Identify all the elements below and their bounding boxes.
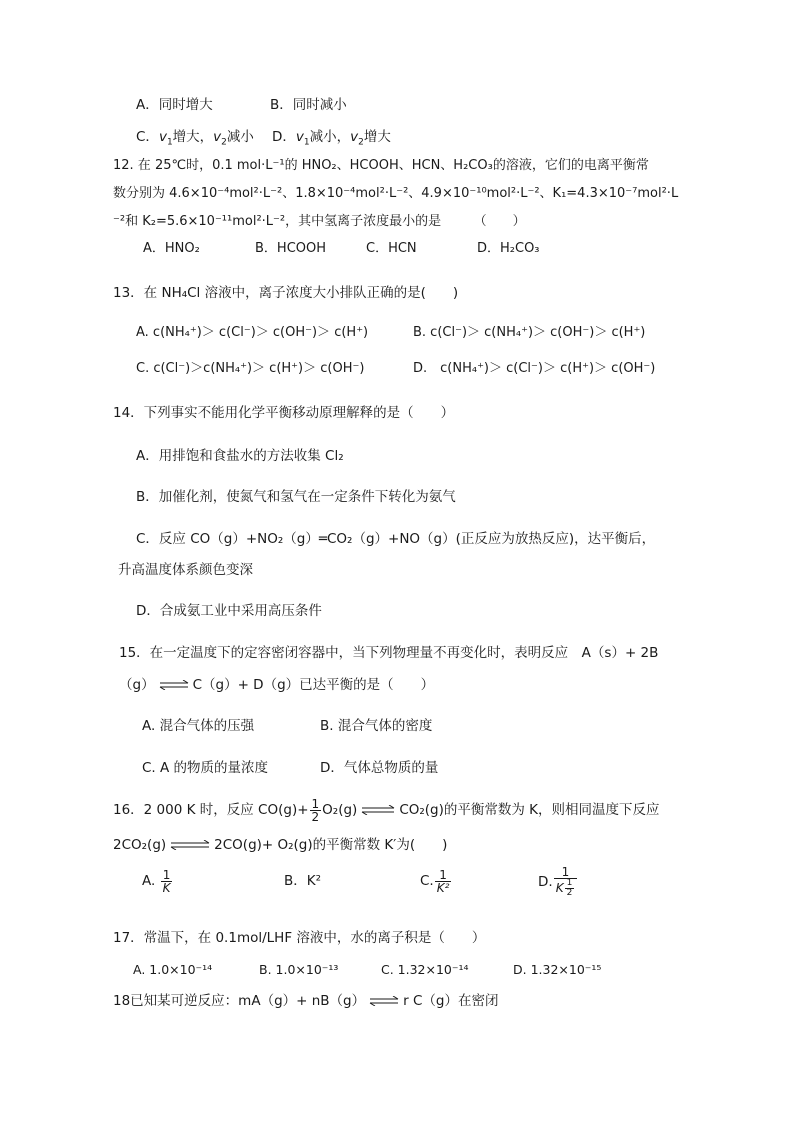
q13-option-c: C. c(Cl⁻)＞c(NH₄⁺)＞ c(H⁺)＞ c(OH⁻) [136, 361, 365, 376]
q16-option-d: D. 1 K $\frac{1}{2}$ [538, 866, 578, 898]
q12-stem-line2: 数分别为 4.6×10⁻⁴mol²·L⁻²、1.8×10⁻⁴mol²·L⁻²、4.9×10⁻¹⁰mol²·L⁻²、K₁=4.3×10⁻⁷mol²·L [113, 186, 679, 201]
q12-option-b: B．HCOOH [255, 241, 327, 256]
q17-option-b: B. 1.0×10⁻¹³ [259, 962, 339, 977]
q11-option-a: A．同时增大 [136, 97, 213, 113]
q16-option-c: C. $\frac{1}{\text{K²}}$ [420, 867, 450, 895]
q11-option-c: C．$v_1$增大，$v_2$减小 [136, 129, 254, 148]
q13-option-a: A. c(NH₄⁺)＞ c(Cl⁻)＞ c(OH⁻)＞ c(H⁺) [136, 325, 369, 340]
q14-stem: 14．下列事实不能用化学平衡移动原理解释的是（ ） [113, 405, 455, 421]
q13-stem: 13．在 NH₄Cl 溶液中，离子浓度大小排队正确的是( ) [113, 285, 459, 301]
q16-option-a: A. $\frac{1}{K}$ [142, 867, 171, 895]
q13-option-d: D. c(NH₄⁺)＞ c(Cl⁻)＞ c(H⁺)＞ c(OH⁻) [413, 361, 656, 376]
q14-option-c-line1: C．反应 CO（g）+NO₂（g）═CO₂（g）+NO（g）(正反应为放热反应)，达平衡后， [136, 531, 656, 547]
q15-option-d: D．气体总物质的量 [320, 760, 439, 776]
q12-option-c: C．HCN [366, 241, 417, 256]
q17-option-c: C. 1.32×10⁻¹⁴ [381, 962, 469, 977]
q11-option-b: B．同时减小 [270, 97, 347, 113]
q15-stem-line1: 15．在一定温度下的定容密闭容器中，当下列物理量不再变化时，表明反应 A（s）+ 2B [119, 645, 659, 661]
q12-stem-line3: ⁻²和 K₂=5.6×10⁻¹¹mol²·L⁻²，其中氢离子浓度最小的是 （ ） [113, 214, 526, 229]
equilibrium-arrow-icon [369, 996, 399, 1006]
equilibrium-arrow-icon [361, 805, 395, 815]
q16-option-b: B．K² [284, 873, 322, 889]
q17-option-a: A. 1.0×10⁻¹⁴ [133, 962, 213, 977]
q12-option-a: A．HNO₂ [143, 241, 200, 256]
q15-option-c: C. A 的物质的量浓度 [142, 760, 269, 776]
q18-stem: 18已知某可逆反应：mA（g）+ nB（g） r C（g）在密闭 [113, 993, 499, 1009]
q12-option-d: D．H₂CO₃ [477, 241, 540, 256]
q14-option-a: A．用排饱和食盐水的方法收集 Cl₂ [136, 448, 344, 464]
q15-option-a: A. 混合气体的压强 [142, 718, 255, 734]
q14-option-b: B．加催化剂，使氮气和氢气在一定条件下转化为氨气 [136, 489, 456, 505]
q11-option-d: D．$v_1$减小，$v_2$增大 [272, 129, 391, 148]
q17-stem: 17．常温下，在 0.1mol/LHF 溶液中，水的离子积是（ ） [113, 930, 486, 946]
q16-stem-line2: 2CO₂(g) 2CO(g)+ O₂(g)的平衡常数 K′为( ) [113, 837, 448, 853]
q16-stem-line1: 16．2 000 K 时，反应 CO(g)+ $\frac{1}{2}$ O₂(g) CO₂(g)的平衡常数为 K，则相同温度下反应 [113, 796, 660, 824]
half-fraction: $\frac{1}{2}$ [311, 796, 320, 824]
q15-stem-line2: （g） C（g）+ D（g）已达平衡的是（ ） [119, 677, 435, 693]
q14-option-c-line2: 升高温度体系颜色变深 [118, 562, 253, 578]
equilibrium-arrow-icon [170, 840, 210, 850]
q12-stem-line1: 12. 在 25℃时，0.1 mol·L⁻¹的 HNO₂、HCOOH、HCN、H₂CO₃的溶液，它们的电离平衡常 [113, 158, 649, 173]
equilibrium-arrow-icon [159, 680, 189, 690]
q13-option-b: B. c(Cl⁻)＞ c(NH₄⁺)＞ c(OH⁻)＞ c(H⁺) [413, 325, 646, 340]
q15-option-b: B. 混合气体的密度 [320, 718, 433, 734]
q14-option-d: D．合成氨工业中采用高压条件 [136, 603, 322, 619]
q17-option-d: D. 1.32×10⁻¹⁵ [513, 962, 602, 977]
